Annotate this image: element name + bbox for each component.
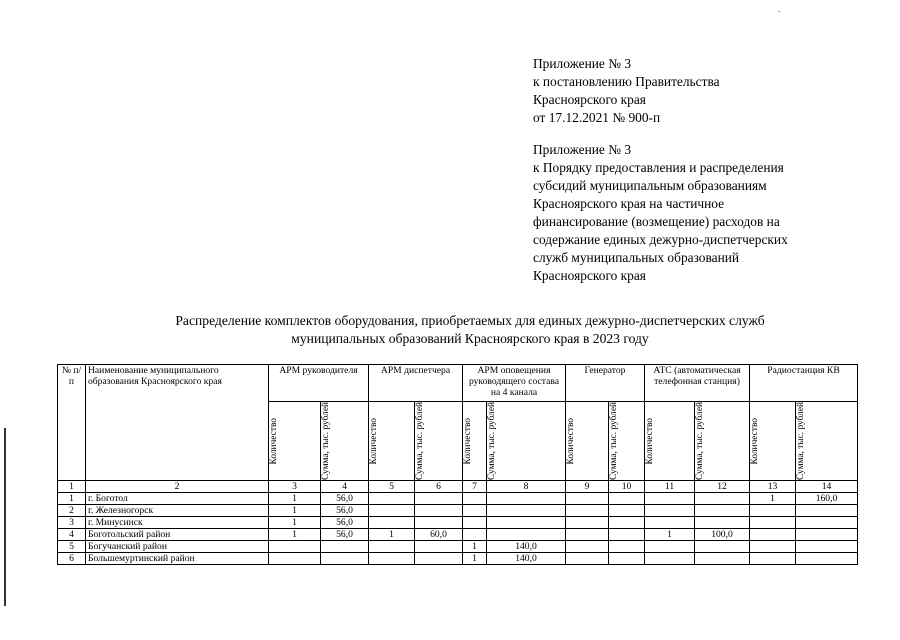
table-row — [58, 505, 858, 517]
dispatcher-sum-cell — [415, 505, 463, 517]
alert-qty-cell — [463, 517, 487, 529]
subheader-sum: Сумма, тыс. рублей — [796, 402, 858, 481]
subheader-quantity: Количество — [269, 402, 321, 481]
scan-speck — [778, 11, 780, 12]
generator-qty-cell — [566, 529, 609, 541]
alert-sum-cell — [487, 517, 566, 529]
column-number: 2 — [86, 481, 269, 493]
ats-qty-cell — [645, 541, 695, 553]
radio-qty-cell — [750, 553, 796, 565]
appendix-line: к постановлению Правительства — [533, 74, 720, 89]
dispatcher-sum-cell: 60,0 — [415, 529, 463, 541]
alert-qty-cell — [463, 505, 487, 517]
appendix-line: Приложение № 3 — [533, 142, 632, 157]
appendix-line: содержание единых дежурно-диспетчерских — [533, 232, 788, 247]
alert-sum-cell: 140,0 — [487, 541, 566, 553]
radio-sum-cell — [796, 529, 858, 541]
generator-qty-cell — [566, 517, 609, 529]
municipality-name-cell: г. Железногорск — [86, 505, 269, 517]
column-number: 1 — [58, 481, 86, 493]
generator-sum-cell — [609, 553, 645, 565]
title-line-2: муниципальных образований Красноярского края в 2023 году — [291, 331, 649, 346]
alert-qty-cell: 1 — [463, 553, 487, 565]
radio-sum-cell — [796, 541, 858, 553]
manager-sum-cell: 56,0 — [321, 493, 369, 505]
dispatcher-qty-cell — [369, 493, 415, 505]
table-row — [58, 517, 858, 529]
radio-sum-cell: 160,0 — [796, 493, 858, 505]
radio-qty-cell — [750, 541, 796, 553]
generator-qty-cell — [566, 493, 609, 505]
header-row-groups — [58, 365, 858, 402]
table-row — [58, 541, 858, 553]
row-number-cell: 3 — [58, 517, 86, 529]
radio-sum-cell — [796, 553, 858, 565]
ats-qty-cell — [645, 553, 695, 565]
manager-sum-cell — [321, 541, 369, 553]
generator-qty-cell — [566, 553, 609, 565]
appendix-header-procedure — [533, 141, 788, 285]
appendix-line: субсидий муниципальным образованиям — [533, 178, 767, 193]
column-number: 12 — [695, 481, 750, 493]
row-number-cell: 2 — [58, 505, 86, 517]
manager-sum-cell: 56,0 — [321, 529, 369, 541]
column-number: 3 — [269, 481, 321, 493]
ats-sum-cell: 100,0 — [695, 529, 750, 541]
column-numbers-row — [58, 481, 858, 493]
ats-sum-cell — [695, 505, 750, 517]
table-row — [58, 553, 858, 565]
municipality-name-cell: Большемуртинский район — [86, 553, 269, 565]
alert-qty-cell: 1 — [463, 541, 487, 553]
dispatcher-sum-cell — [415, 553, 463, 565]
municipality-name-cell: г. Боготол — [86, 493, 269, 505]
dispatcher-sum-cell — [415, 541, 463, 553]
appendix-line: Приложение № 3 — [533, 56, 632, 71]
appendix-line: к Порядку предоставления и распределения — [533, 160, 784, 175]
radio-qty-cell — [750, 505, 796, 517]
dispatcher-sum-cell — [415, 493, 463, 505]
dispatcher-qty-cell — [369, 505, 415, 517]
alert-sum-cell — [487, 493, 566, 505]
column-number: 13 — [750, 481, 796, 493]
manager-qty-cell: 1 — [269, 529, 321, 541]
generator-sum-cell — [609, 505, 645, 517]
subheader-quantity: Количество — [645, 402, 695, 481]
row-number-cell: 5 — [58, 541, 86, 553]
dispatcher-sum-cell — [415, 517, 463, 529]
column-number: 8 — [487, 481, 566, 493]
row-number-cell: 6 — [58, 553, 86, 565]
dispatcher-qty-cell — [369, 517, 415, 529]
generator-qty-cell — [566, 505, 609, 517]
manager-qty-cell: 1 — [269, 517, 321, 529]
header-row-number: № п/п — [58, 365, 86, 481]
ats-sum-cell — [695, 493, 750, 505]
dispatcher-qty-cell — [369, 541, 415, 553]
column-number: 4 — [321, 481, 369, 493]
subheader-sum: Сумма, тыс. рублей — [695, 402, 750, 481]
ats-sum-cell — [695, 553, 750, 565]
table-body — [58, 493, 858, 565]
dispatcher-qty-cell: 1 — [369, 529, 415, 541]
header-group-alert-workstation: АРМ оповещения руководящего состава на 4 канала — [463, 365, 566, 402]
header-municipality-name: Наименование муниципального образования Красноярского края — [86, 365, 269, 481]
table-row — [58, 493, 858, 505]
dispatcher-qty-cell — [369, 553, 415, 565]
subheader-sum: Сумма, тыс. рублей — [609, 402, 645, 481]
appendix-line: Красноярского края на частичное — [533, 196, 725, 211]
header-group-telephone-exchange: АТС (автоматическая телефонная станция) — [645, 365, 750, 402]
column-number: 9 — [566, 481, 609, 493]
subheader-sum: Сумма, тыс. рублей — [415, 402, 463, 481]
row-number-cell: 1 — [58, 493, 86, 505]
manager-qty-cell: 1 — [269, 493, 321, 505]
manager-qty-cell — [269, 541, 321, 553]
alert-sum-cell: 140,0 — [487, 553, 566, 565]
ats-qty-cell — [645, 505, 695, 517]
subheader-quantity: Количество — [463, 402, 487, 481]
alert-sum-cell — [487, 529, 566, 541]
manager-sum-cell — [321, 553, 369, 565]
subheader-quantity: Количество — [750, 402, 796, 481]
manager-qty-cell — [269, 553, 321, 565]
subheader-quantity: Количество — [566, 402, 609, 481]
appendix-line: от 17.12.2021 № 900-п — [533, 110, 661, 125]
manager-sum-cell: 56,0 — [321, 505, 369, 517]
appendix-line: служб муниципальных образований — [533, 250, 740, 265]
alert-qty-cell — [463, 529, 487, 541]
title-line-1: Распределение комплектов оборудования, приобретаемых для единых дежурно-диспетчерских служб — [175, 313, 765, 328]
ats-sum-cell — [695, 517, 750, 529]
header-group-dispatcher-workstation: АРМ диспетчера — [369, 365, 463, 402]
generator-sum-cell — [609, 541, 645, 553]
manager-sum-cell: 56,0 — [321, 517, 369, 529]
generator-sum-cell — [609, 517, 645, 529]
header-group-radio-station: Радиостанция КВ — [750, 365, 858, 402]
column-number: 11 — [645, 481, 695, 493]
appendix-line: Красноярского края — [533, 92, 646, 107]
appendix-line: финансирование (возмещение) расходов на — [533, 214, 780, 229]
municipality-name-cell: г. Минусинск — [86, 517, 269, 529]
column-number: 5 — [369, 481, 415, 493]
municipality-name-cell: Богучанский район — [86, 541, 269, 553]
column-number: 14 — [796, 481, 858, 493]
generator-qty-cell — [566, 541, 609, 553]
header-group-manager-workstation: АРМ руководителя — [269, 365, 369, 402]
ats-sum-cell — [695, 541, 750, 553]
table-row — [58, 529, 858, 541]
equipment-distribution-table — [57, 364, 858, 565]
radio-qty-cell: 1 — [750, 493, 796, 505]
row-number-cell: 4 — [58, 529, 86, 541]
ats-qty-cell: 1 — [645, 529, 695, 541]
ats-qty-cell — [645, 517, 695, 529]
column-number: 6 — [415, 481, 463, 493]
alert-qty-cell — [463, 493, 487, 505]
radio-sum-cell — [796, 505, 858, 517]
subheader-sum: Сумма, тыс. рублей — [321, 402, 369, 481]
appendix-header-government-decree — [533, 55, 720, 127]
manager-qty-cell: 1 — [269, 505, 321, 517]
ats-qty-cell — [645, 493, 695, 505]
subheader-sum: Сумма, тыс. рублей — [487, 402, 566, 481]
radio-qty-cell — [750, 529, 796, 541]
alert-sum-cell — [487, 505, 566, 517]
scan-edge-mark — [4, 428, 6, 606]
column-number: 10 — [609, 481, 645, 493]
generator-sum-cell — [609, 493, 645, 505]
header-group-generator: Генератор — [566, 365, 645, 402]
appendix-line: Красноярского края — [533, 268, 646, 283]
document-title — [90, 312, 850, 348]
subheader-quantity: Количество — [369, 402, 415, 481]
municipality-name-cell: Боготольский район — [86, 529, 269, 541]
radio-qty-cell — [750, 517, 796, 529]
radio-sum-cell — [796, 517, 858, 529]
generator-sum-cell — [609, 529, 645, 541]
column-number: 7 — [463, 481, 487, 493]
